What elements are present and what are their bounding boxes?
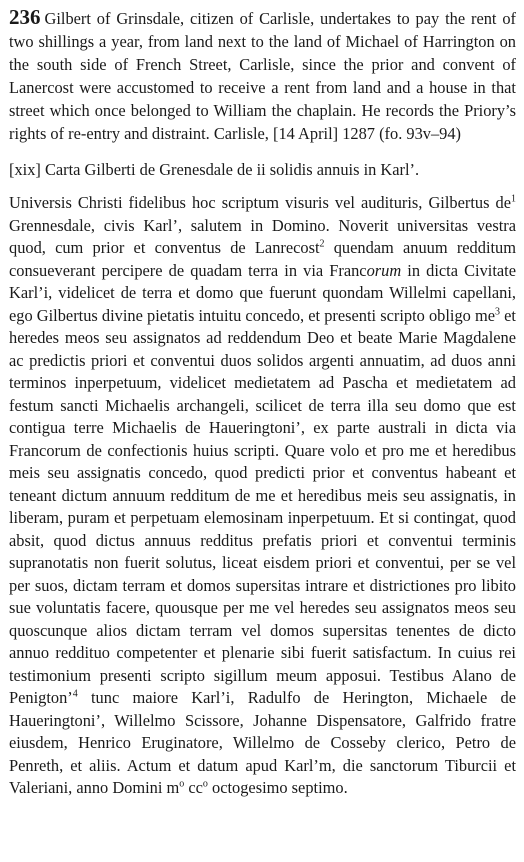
entry-summary	[9, 6, 516, 145]
entry-number: 236	[9, 5, 41, 29]
footnote-marker: 2	[319, 238, 325, 250]
ordinal-superscript: o	[202, 778, 208, 790]
charter-text	[9, 192, 516, 800]
charter-text-italic: orum	[366, 260, 402, 280]
charter-text-segment: quendam anuum redditum consueverant percipere de quadam terra in via Franc	[9, 238, 516, 280]
charter-text-segment: Universis Christi fidelibus hoc scriptum visuris vel audituris, Gilbertus de	[9, 193, 511, 213]
footnote-marker: 4	[72, 688, 78, 700]
charter-text-segment: et heredes meos seu assignatos ad reddendum Deo et beate Marie Magdalene ac predictis priori et conventui duos solidos argenti annuatim, ad duos anni terminos inperpetuum, videlicet medietatem ad Pascha et medietatem ad festum sancti Michaelis archangeli, scilicet de terra illa seu domo que est contigua terre Michaelis de Haueringtoni’, ex parte australi in dicta via Francorum de confectionis huius scripti. Quare volo et pro me et heredibus meis seu assignatis concedo, quod predicti prior et conventus habeant et teneant dictum annuum redditum de me et heredibus meis seu assignatis, in liberam, puram et perpetuam elemosinam inperpetuum. Et si contingat, quod absit, quod dictus annuus redditus prefatis priori et conventui terminis supranotatis non fuerit solutus, liceat eisdem priori et conventui, per se vel per suos, dictam terram et domos supersitas intrare et districtiones pro libito sue voluntatis facere, quousque per me vel heredes seu assignatos meos seu quoscunque alios dictam terram vel domos supersitas tenentes de dicto annuo reddituo competenter et plenarie sibi fuerit satisfactum. In cuius rei testimonium presenti scripto sigillum meum apposui. Testibus Alano de Penigton’	[9, 305, 516, 708]
ordinal-superscript: o	[179, 778, 185, 790]
footnote-marker: 1	[511, 193, 516, 205]
charter-text-segment: in dicta Civitate Karl’i, videlicet de terra et domo que fuerunt quondam Willelmi capellani, ego Gilbertus divine pietatis intuitu concedo, et presenti scripto obligo me	[9, 260, 516, 325]
charter-heading: [xix] Carta Gilberti de Grenesdale de ii solidis annuis in Karl’.	[9, 160, 420, 180]
charter-text-segment: octogesimo septimo.	[207, 778, 348, 798]
charter-text-segment: tunc maiore Karl’i, Radulfo de Herington, Michaele de Haueringtoni’, Willelmo Scissore, Johanne Dispensatore, Galfrido fratre eiusdem, Henrico Eruginatore, Willelmo de Cosseby clerico, Petro de Penreth, et aliis. Actum et datum apud Karl’m, die sanctorum Tiburcii et Valeriani, anno Domini m	[9, 688, 516, 798]
charter-text-segment: cc	[184, 778, 203, 798]
entry-summary-text: Gilbert of Grinsdale, citizen of Carlisle, undertakes to pay the rent of two shillings a year, from land next to the land of Michael of Harrington on the south side of French Street, Carlisle, since the prior and convent of Lanercost were accustomed to receive a rent from land and a house in that street which once belonged to William the chaplain. He records the Priory’s rights of re-entry and distraint. Carlisle, [14 April] 1287 (fo. 93v–94)	[9, 9, 516, 143]
footnote-marker: 3	[495, 306, 501, 318]
charter-text-segment: Grennesdale, civis Karl’, salutem in Domino. Noverit universitas vestra quod, cum prior et conventus de Lanrecost	[9, 215, 516, 258]
